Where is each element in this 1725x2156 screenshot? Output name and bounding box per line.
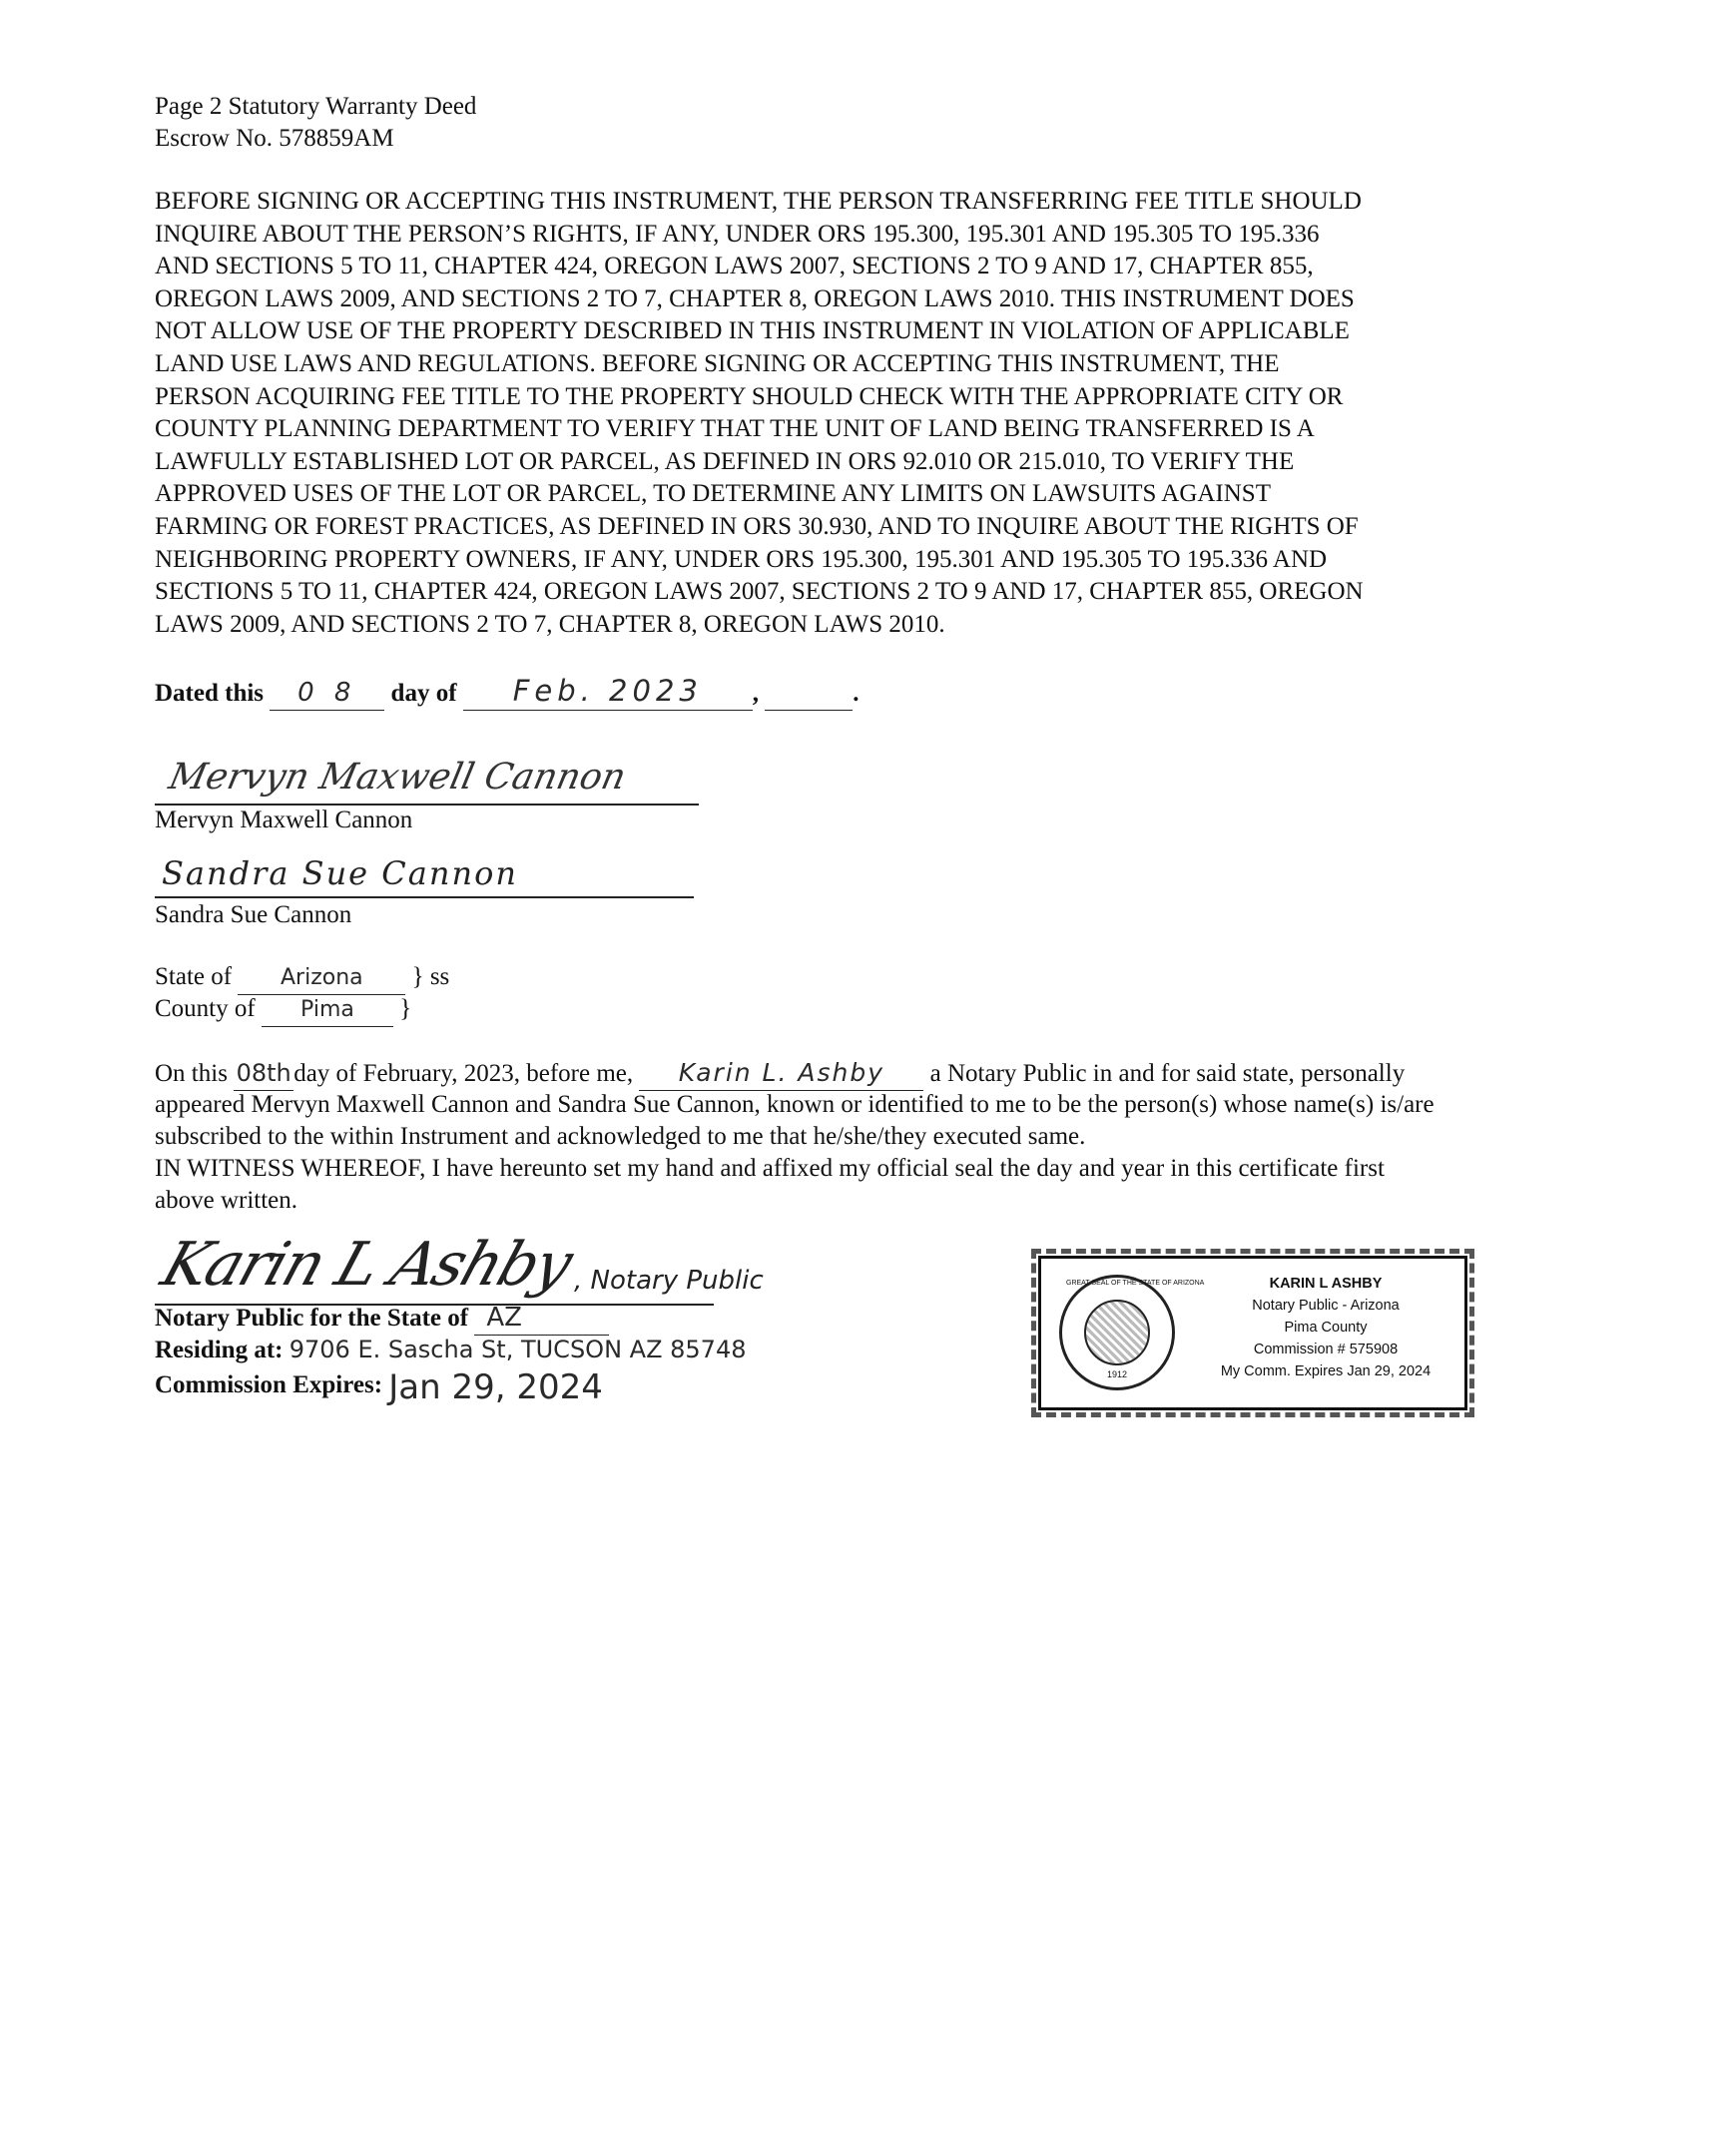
- state-seal-ring-text: GREAT SEAL OF THE STATE OF ARIZONA: [1066, 1280, 1205, 1287]
- notice-line: NEIGHBORING PROPERTY OWNERS, IF ANY, UNDER ORS 195.300, 195.301 AND 195.305 TO 195.336 AND: [155, 545, 1328, 573]
- ack-day-value: 08th: [236, 1059, 291, 1087]
- venue-state-value: Arizona: [281, 965, 363, 990]
- ack-line-1: [155, 1056, 1405, 1091]
- dated-month-value: Feb. 2023: [512, 674, 703, 708]
- signer2-name: Sandra Sue Cannon: [155, 901, 352, 928]
- notary-expires-row: [155, 1365, 603, 1407]
- dated-prefix: Dated this: [155, 680, 265, 707]
- notary-title-handwritten: , Notary Public: [574, 1266, 764, 1296]
- ack-line-2: appeared Mervyn Maxwell Cannon and Sandra Sue Cannon, known or identified to me to be the person(s) whose name(s) is/are: [155, 1091, 1435, 1118]
- venue-county-field: [262, 992, 393, 1027]
- venue-brace: }: [399, 995, 412, 1022]
- seal-text-block: [1191, 1273, 1460, 1382]
- venue-state-label: State of: [155, 963, 233, 990]
- ack-notary-name-value: Karin L. Ashby: [678, 1058, 885, 1087]
- notary-residing-row: [155, 1334, 746, 1366]
- notary-state-value: AZ: [486, 1303, 522, 1333]
- dated-comma: ,: [752, 680, 760, 707]
- dated-day-value: 0 8: [297, 678, 357, 708]
- seal-county: Pima County: [1284, 1320, 1368, 1336]
- venue-county-label: County of: [155, 995, 256, 1022]
- dated-mid: day of: [390, 680, 457, 707]
- dated-line: [155, 675, 860, 711]
- notary-residing-label: Residing at:: [155, 1337, 284, 1363]
- dated-end: .: [853, 680, 860, 707]
- seal-notary-title: Notary Public - Arizona: [1252, 1298, 1400, 1314]
- ack-line-3: subscribed to the within Instrument and acknowledged to me that he/she/they executed same.: [155, 1123, 1086, 1150]
- notice-line: LAWFULLY ESTABLISHED LOT OR PARCEL, AS DEFINED IN ORS 92.010 OR 215.010, TO VERIFY THE: [155, 447, 1295, 475]
- signer2-signature: Sandra Sue Cannon: [162, 854, 518, 892]
- notary-expires-label: Commission Expires:: [155, 1371, 383, 1398]
- notice-line: BEFORE SIGNING OR ACCEPTING THIS INSTRUMENT, THE PERSON TRANSFERRING FEE TITLE SHOULD: [155, 188, 1362, 215]
- notary-state-row: [155, 1302, 609, 1336]
- notice-line: INQUIRE ABOUT THE PERSON’S RIGHTS, IF ANY, UNDER ORS 195.300, 195.301 AND 195.305 TO 195.336: [155, 220, 1320, 248]
- venue-ss: } ss: [411, 963, 450, 990]
- notice-line: APPROVED USES OF THE LOT OR PARCEL, TO DETERMINE ANY LIMITS ON LAWSUITS AGAINST: [155, 480, 1271, 508]
- ack-day-rest: day of February, 2023, before me,: [293, 1060, 634, 1087]
- notice-line: COUNTY PLANNING DEPARTMENT TO VERIFY THAT THE UNIT OF LAND BEING TRANSFERRED IS A: [155, 415, 1315, 443]
- venue-county-value: Pima: [300, 997, 354, 1022]
- dated-day-field: [270, 677, 384, 711]
- ack-day-field: [234, 1057, 293, 1091]
- seal-notary-name: KARIN L ASHBY: [1269, 1276, 1383, 1292]
- state-seal-icon: [1059, 1275, 1205, 1390]
- notice-line: LAWS 2009, AND SECTIONS 2 TO 7, CHAPTER 8, OREGON LAWS 2010.: [155, 610, 945, 638]
- notice-line: FARMING OR FOREST PRACTICES, AS DEFINED IN ORS 30.930, AND TO INQUIRE ABOUT THE RIGHTS OF: [155, 512, 1359, 540]
- ack-line-5: above written.: [155, 1187, 298, 1214]
- ack-notary-name-field: [639, 1056, 923, 1091]
- notice-line: OREGON LAWS 2009, AND SECTIONS 2 TO 7, CHAPTER 8, OREGON LAWS 2010. THIS INSTRUMENT DOES: [155, 284, 1355, 312]
- ack-line1-rest: a Notary Public in and for said state, personally: [929, 1060, 1406, 1087]
- notice-line: LAND USE LAWS AND REGULATIONS. BEFORE SIGNING OR ACCEPTING THIS INSTRUMENT, THE: [155, 349, 1280, 377]
- signer1-signature: Mervyn Maxwell Cannon: [165, 757, 630, 798]
- venue-county-row: [155, 992, 411, 1027]
- notary-seal-stamp: [1038, 1256, 1467, 1410]
- notary-state-field: [474, 1302, 609, 1336]
- notary-residing-value: 9706 E. Sascha St, TUCSON AZ 85748: [288, 1336, 747, 1363]
- seal-expires: My Comm. Expires Jan 29, 2024: [1220, 1363, 1432, 1379]
- ack-on-this: On this: [155, 1060, 228, 1087]
- dated-month-field: [463, 675, 753, 711]
- notice-line: AND SECTIONS 5 TO 11, CHAPTER 424, OREGON LAWS 2007, SECTIONS 2 TO 9 AND 17, CHAPTER 855,: [155, 253, 1314, 280]
- notary-state-label: Notary Public for the State of: [155, 1305, 469, 1332]
- notice-line: SECTIONS 5 TO 11, CHAPTER 424, OREGON LAWS 2007, SECTIONS 2 TO 9 AND 17, CHAPTER 855, OREGON: [155, 578, 1364, 606]
- statutory-notice: [155, 186, 1612, 641]
- notary-expires-value: Jan 29, 2024: [388, 1367, 603, 1407]
- venue-state-field: [238, 960, 405, 995]
- notice-line: PERSON ACQUIRING FEE TITLE TO THE PROPERTY SHOULD CHECK WITH THE APPROPRIATE CITY OR: [155, 382, 1344, 410]
- notice-line: NOT ALLOW USE OF THE PROPERTY DESCRIBED IN THIS INSTRUMENT IN VIOLATION OF APPLICABLE: [155, 317, 1350, 345]
- page-header-title: Page 2 Statutory Warranty Deed: [155, 93, 477, 120]
- ack-line-4: IN WITNESS WHEREOF, I have hereunto set my hand and affixed my official seal the day and year in this certificate first: [155, 1155, 1385, 1182]
- venue-state-row: [155, 960, 449, 995]
- signer1-name: Mervyn Maxwell Cannon: [155, 807, 413, 833]
- state-seal-emblem-icon: [1084, 1300, 1150, 1365]
- escrow-number: Escrow No. 578859AM: [155, 125, 394, 152]
- notary-signature: Karin L Ashby: [153, 1230, 580, 1300]
- seal-commission: Commission # 575908: [1253, 1342, 1399, 1357]
- dated-year-field: [765, 677, 853, 711]
- state-seal-year: 1912: [1106, 1369, 1128, 1379]
